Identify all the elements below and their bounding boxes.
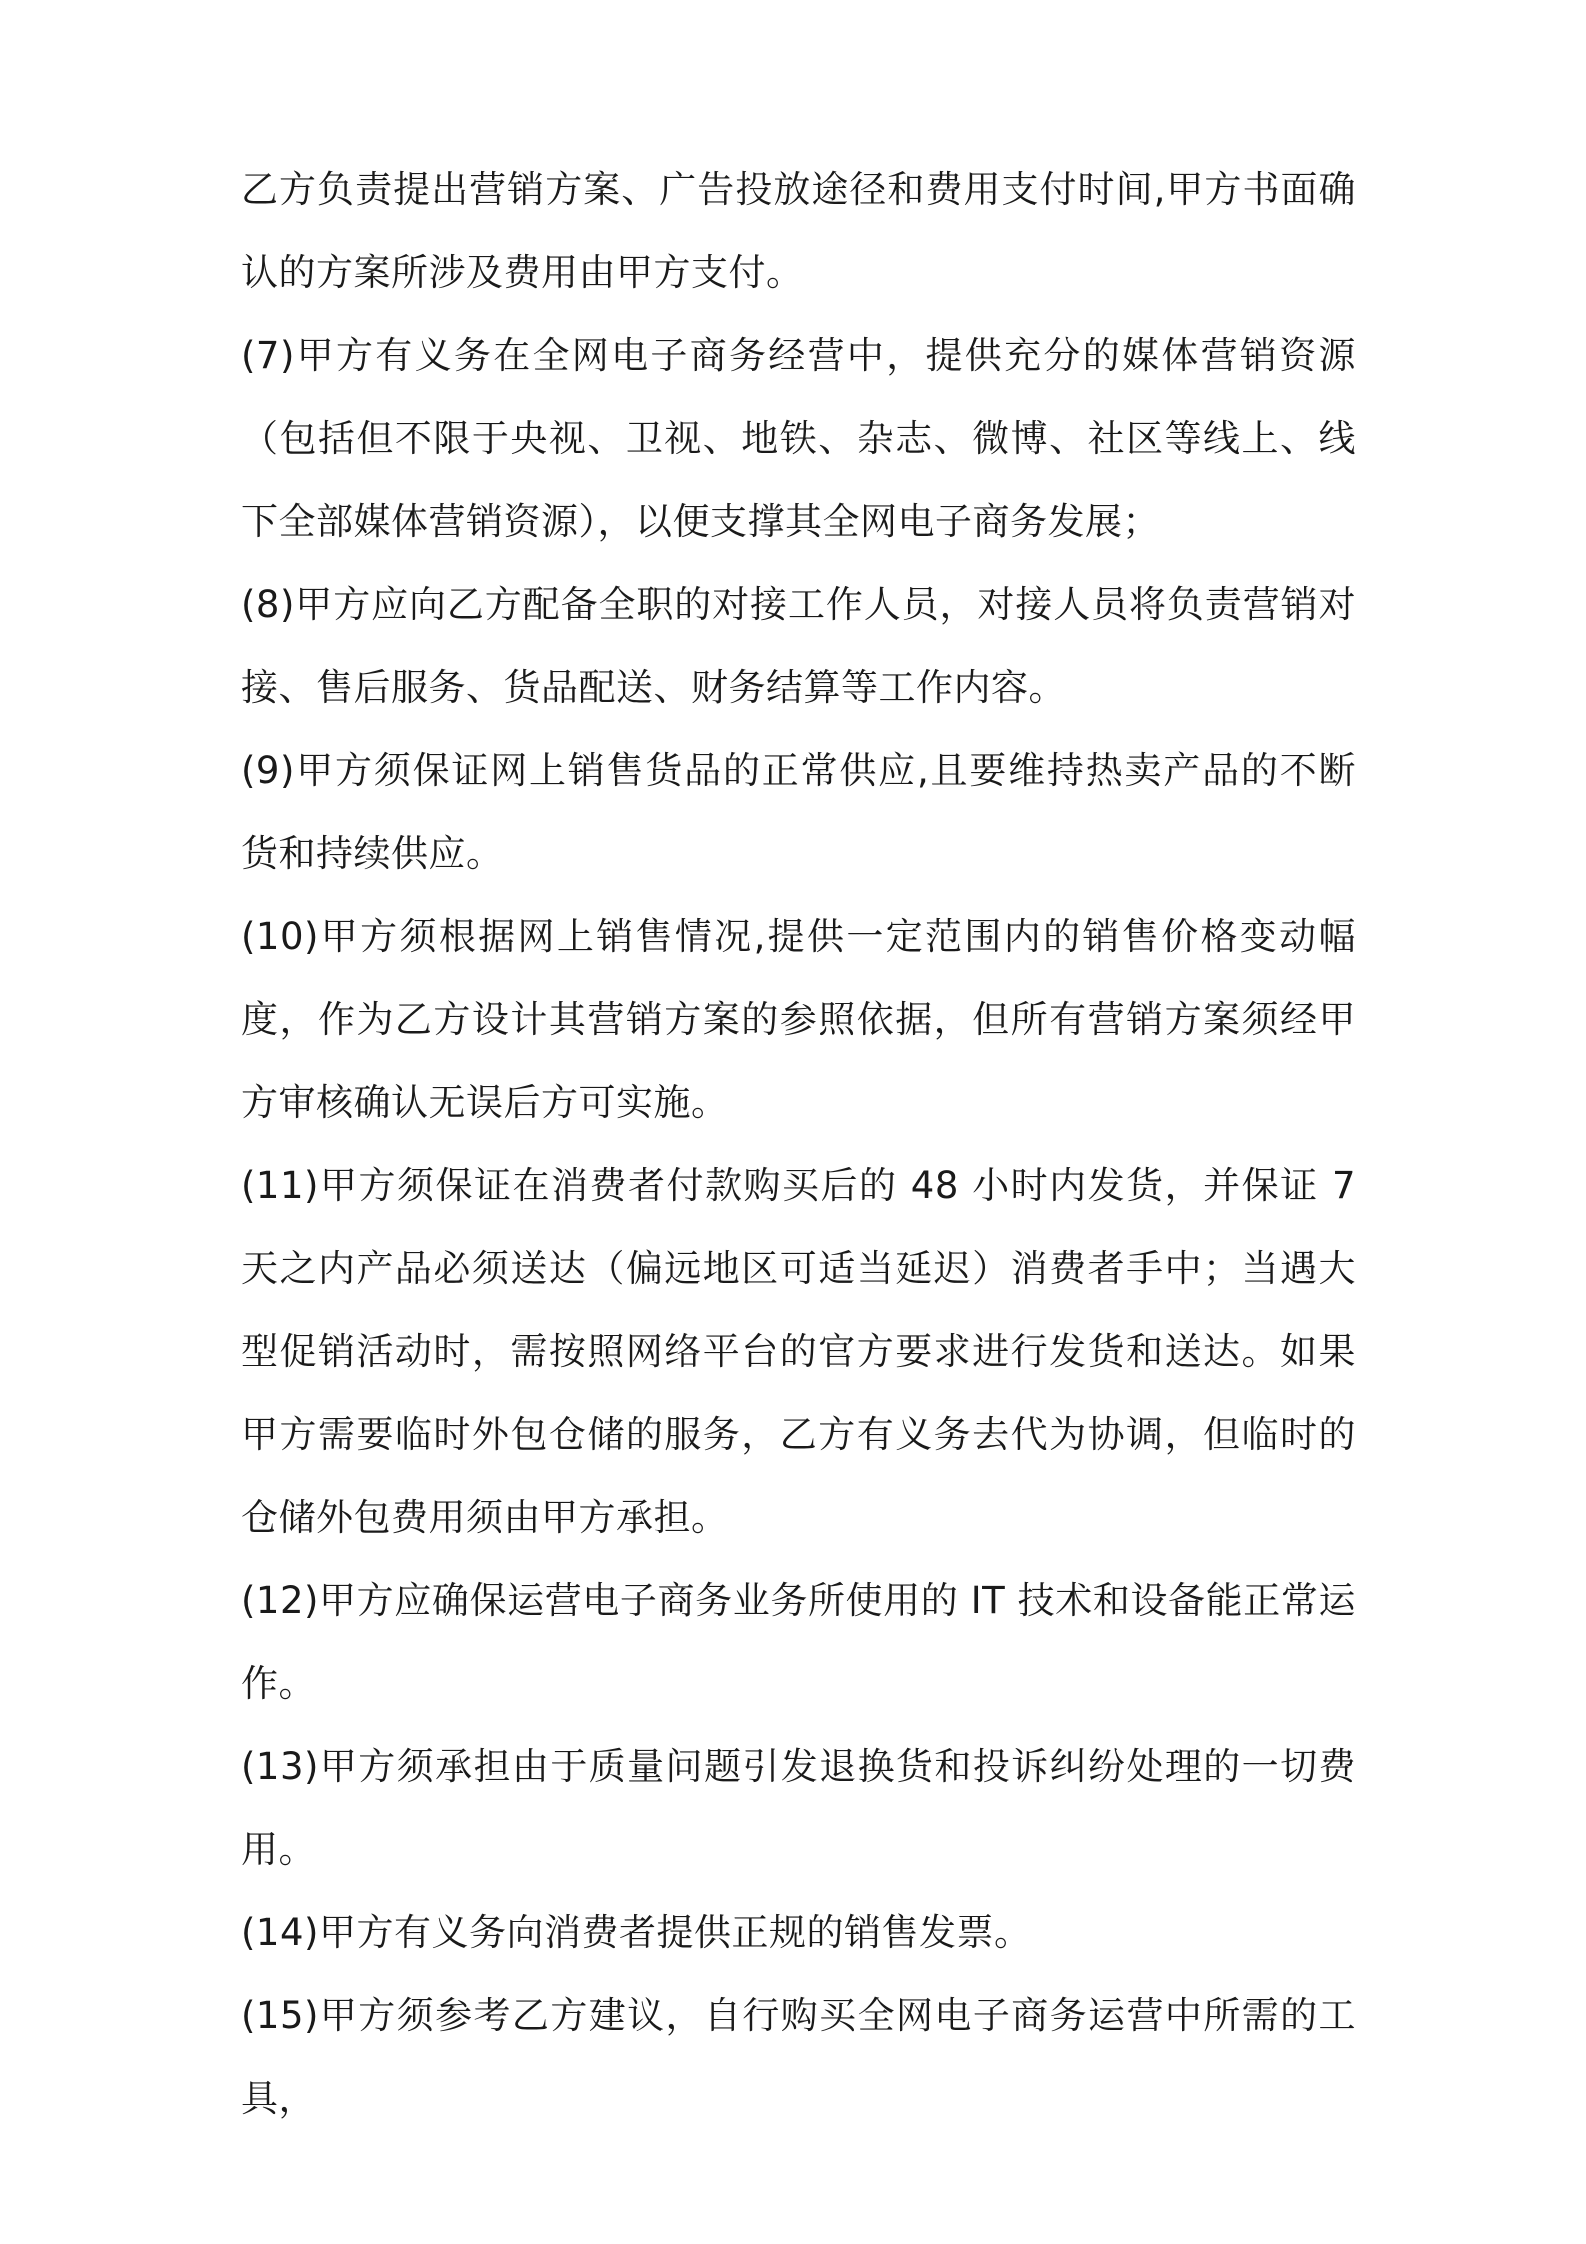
paragraph-clause-8: (8)甲方应向乙方配备全职的对接工作人员，对接人员将负责营销对接、售后服务、货品配送、财务结算等工作内容。 [241, 583, 1356, 709]
paragraph-clause-12: (12)甲方应确保运营电子商务业务所使用的 IT 技术和设备能正常运作。 [241, 1579, 1356, 1705]
paragraph-clause-15: (15)甲方须参考乙方建议，自行购买全网电子商务运营中所需的工具， [241, 1994, 1356, 2120]
paragraph-clause-11: (11)甲方须保证在消费者付款购买后的 48 小时内发货，并保证 7 天之内产品必须送达（偏远地区可适当延迟）消费者手中；当遇大型促销活动时，需按照网络平台的官方要求进行发货和送达。如果甲方需要临时外包仓储的服务，乙方有义务去代为协调，但临时的仓储外包费用须由甲方承担。 [241, 1164, 1356, 1539]
paragraph-clause-9: (9)甲方须保证网上销售货品的正常供应,且要维持热卖产品的不断货和持续供应。 [241, 749, 1356, 875]
paragraph-clause-10: (10)甲方须根据网上销售情况,提供一定范围内的销售价格变动幅度，作为乙方设计其营销方案的参照依据，但所有营销方案须经甲方审核确认无误后方可实施。 [241, 915, 1356, 1124]
contract-text-body [241, 148, 1356, 2140]
paragraph-clause-13: (13)甲方须承担由于质量问题引发退换货和投诉纠纷处理的一切费用。 [241, 1745, 1356, 1871]
paragraph-clause-7: (7)甲方有义务在全网电子商务经营中，提供充分的媒体营销资源（包括但不限于央视、卫视、地铁、杂志、微博、社区等线上、线下全部媒体营销资源），以便支撑其全网电子商务发展； [241, 334, 1356, 543]
paragraph-clause-14: (14)甲方有义务向消费者提供正规的销售发票。 [241, 1911, 1032, 1954]
paragraph-marketing-costs: 乙方负责提出营销方案、广告投放途径和费用支付时间,甲方书面确认的方案所涉及费用由甲方支付。 [241, 168, 1356, 294]
